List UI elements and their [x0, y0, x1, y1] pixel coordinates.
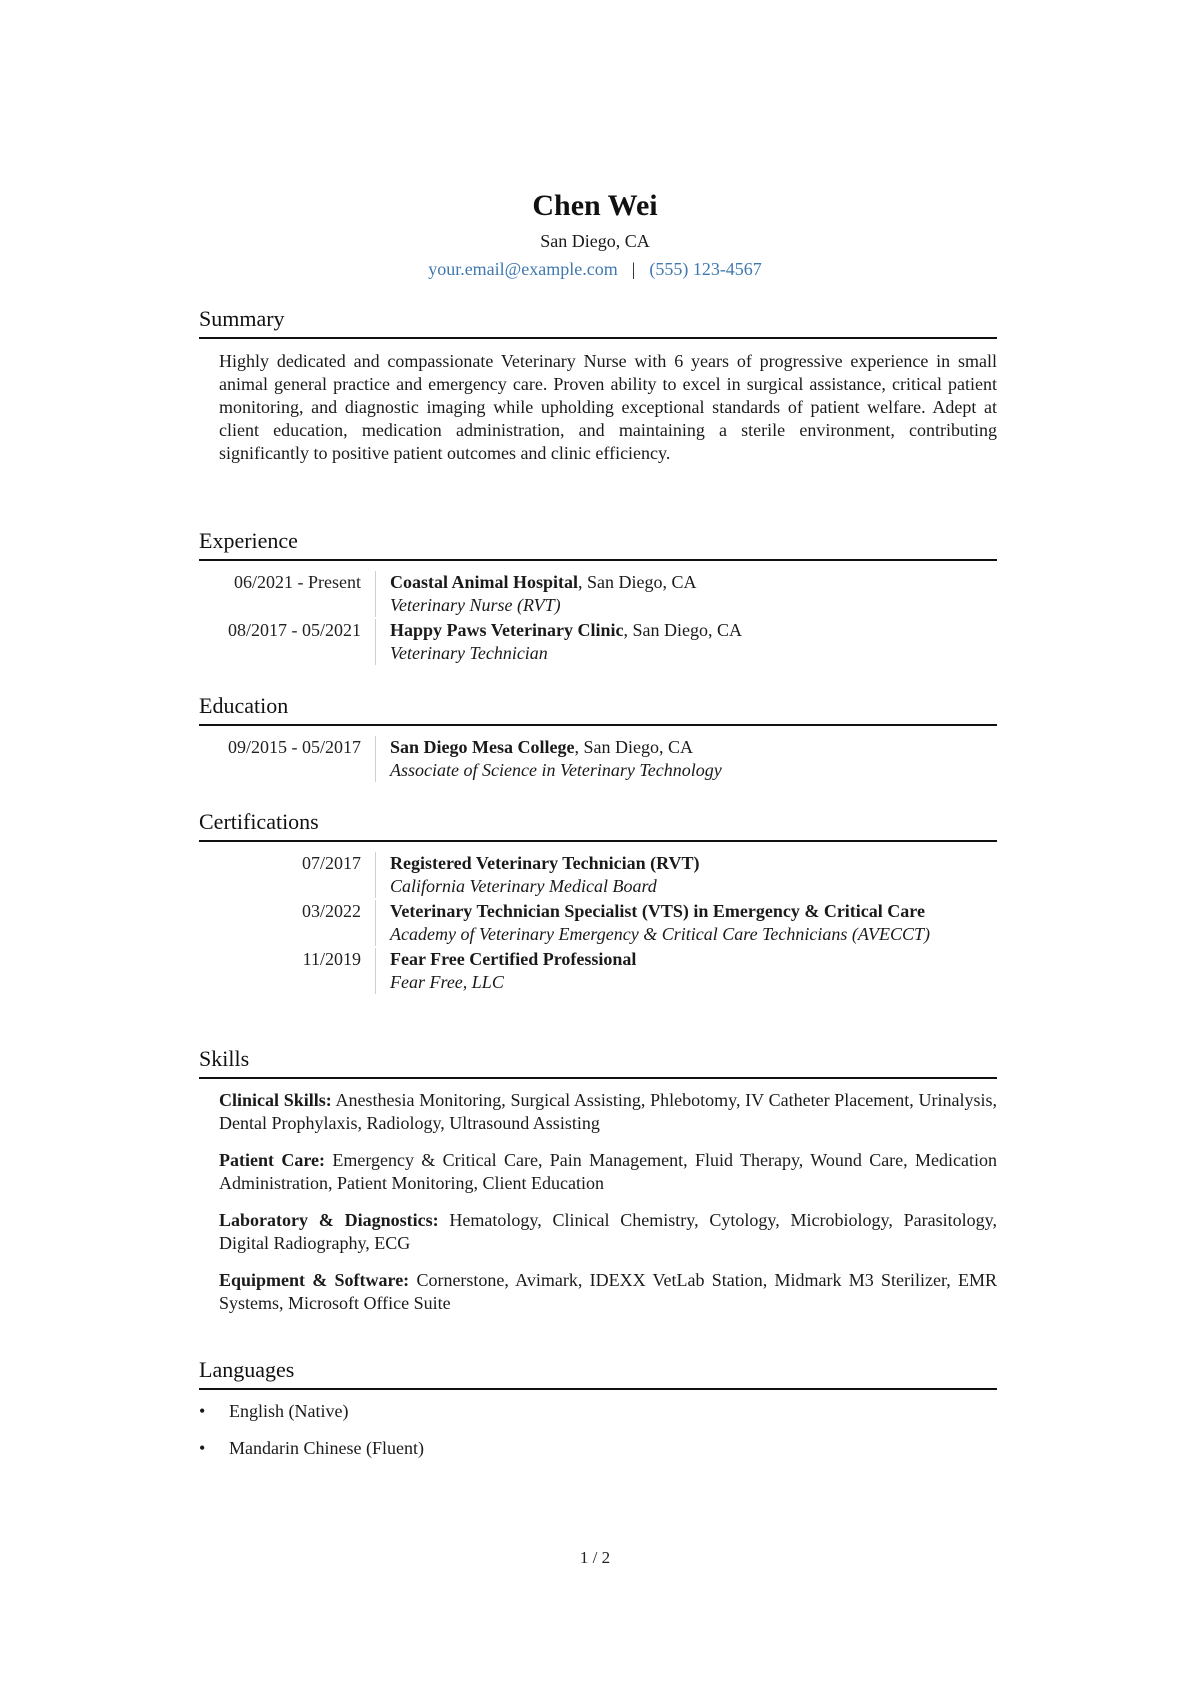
- experience-entry: [199, 571, 997, 617]
- skill-group: [219, 1209, 997, 1255]
- languages-section: [199, 1356, 997, 1476]
- job-title: Veterinary Nurse (RVT): [390, 595, 561, 615]
- section-title-experience: Experience: [199, 528, 298, 553]
- section-divider: [199, 1388, 997, 1390]
- section-title-summary: Summary: [199, 306, 285, 331]
- education-entry: [199, 736, 997, 782]
- employer-name: Coastal Animal Hospital: [390, 572, 579, 592]
- certification-name: Veterinary Technician Specialist (VTS) in Emergency & Critical Care: [390, 901, 925, 921]
- school-location: , San Diego, CA: [574, 737, 693, 757]
- education-section: [199, 692, 997, 782]
- school-name: San Diego Mesa College: [390, 737, 575, 757]
- page-number: 1 / 2: [579, 1548, 611, 1567]
- skill-group-label: Equipment & Software:: [219, 1270, 410, 1290]
- skill-group-values: Anesthesia Monitoring, Surgical Assisting, Phlebotomy, IV Catheter Placement, Urinalysis, Dental Prophylaxis, Radiology, Ultrasound Assisting: [219, 1090, 997, 1133]
- language-name: English (Native): [229, 1401, 349, 1421]
- language-item: [199, 1437, 997, 1460]
- certification-issuer: Academy of Veterinary Emergency & Critical Care Technicians (AVECCT): [390, 924, 930, 944]
- experience-section: [199, 527, 997, 665]
- skill-group-values: Hematology, Clinical Chemistry, Cytology, Microbiology, Parasitology, Digital Radiography, ECG: [219, 1210, 997, 1253]
- candidate-location: San Diego, CA: [540, 231, 650, 251]
- contact-separator: |: [631, 259, 636, 279]
- certifications-section: [199, 808, 997, 994]
- language-item: [199, 1400, 997, 1423]
- skill-group: [219, 1149, 997, 1195]
- section-divider: [199, 1077, 997, 1079]
- languages-list: [199, 1400, 997, 1460]
- experience-entry: [199, 619, 997, 665]
- entry-date: 07/2017: [301, 853, 361, 873]
- resume-header: [0, 188, 1190, 282]
- skills-section: [199, 1045, 997, 1329]
- skill-group: [219, 1089, 997, 1135]
- section-divider: [199, 337, 997, 339]
- certification-name: Fear Free Certified Professional: [390, 949, 637, 969]
- summary-text: Highly dedicated and compassionate Veterinary Nurse with 6 years of progressive experience in small animal general practice and emergency care. Proven ability to excel in surgical assistance, critical patient monitoring, and diagnostic imaging while upholding exceptional standards of patient welfare. Adept at client education, medication administration, and maintaining a sterile environment, contributing significantly to positive patient outcomes and clinic efficiency.: [219, 351, 997, 463]
- employer-location: , San Diego, CA: [578, 572, 697, 592]
- entry-date: 06/2021 - Present: [234, 572, 361, 592]
- candidate-name: Chen Wei: [532, 189, 658, 222]
- skill-group-values: Emergency & Critical Care, Pain Management, Fluid Therapy, Wound Care, Medication Administration, Patient Monitoring, Client Education: [219, 1150, 997, 1193]
- section-divider: [199, 724, 997, 726]
- language-name: Mandarin Chinese (Fluent): [229, 1438, 424, 1458]
- job-title: Veterinary Technician: [390, 643, 548, 663]
- entry-date: 09/2015 - 05/2017: [228, 737, 361, 757]
- section-title-skills: Skills: [199, 1046, 250, 1071]
- section-title-certifications: Certifications: [199, 809, 319, 834]
- bullet-icon: •: [199, 1401, 206, 1421]
- section-divider: [199, 840, 997, 842]
- phone-link[interactable]: (555) 123-4567: [649, 259, 762, 279]
- certification-name: Registered Veterinary Technician (RVT): [390, 853, 700, 873]
- skill-group-label: Laboratory & Diagnostics:: [219, 1210, 439, 1230]
- skill-group-label: Patient Care:: [219, 1150, 325, 1170]
- employer-location: , San Diego, CA: [623, 620, 743, 640]
- entry-date: 08/2017 - 05/2021: [228, 620, 361, 640]
- section-divider: [199, 559, 997, 561]
- email-link[interactable]: your.email@example.com: [428, 259, 618, 279]
- entry-date: 03/2022: [301, 901, 361, 921]
- certification-entry: [199, 852, 997, 898]
- certification-entry: [199, 900, 997, 946]
- entry-date: 11/2019: [302, 949, 361, 969]
- skill-group-values: Cornerstone, Avimark, IDEXX VetLab Station, Midmark M3 Sterilizer, EMR Systems, Microsoft Office Suite: [219, 1270, 998, 1313]
- contact-line: [0, 256, 1190, 282]
- skill-group: [219, 1269, 997, 1315]
- certification-issuer: California Veterinary Medical Board: [390, 876, 657, 896]
- certification-issuer: Fear Free, LLC: [390, 972, 504, 992]
- section-title-education: Education: [199, 693, 289, 718]
- employer-name: Happy Paws Veterinary Clinic: [390, 620, 624, 640]
- degree: Associate of Science in Veterinary Technology: [390, 760, 722, 780]
- summary-section: [199, 305, 997, 465]
- certification-entry: [199, 948, 997, 994]
- skill-group-label: Clinical Skills:: [219, 1090, 332, 1110]
- bullet-icon: •: [199, 1438, 206, 1458]
- section-title-languages: Languages: [199, 1357, 295, 1382]
